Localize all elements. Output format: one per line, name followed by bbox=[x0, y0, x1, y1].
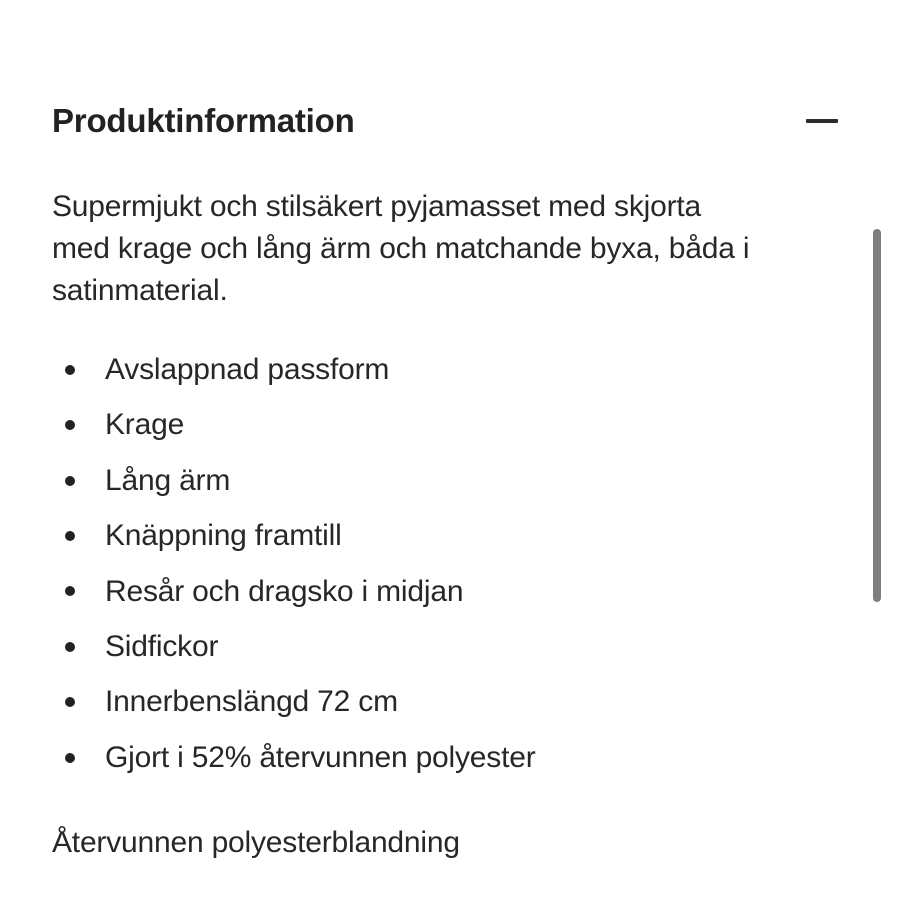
section-header-accordion[interactable] bbox=[52, 0, 838, 142]
feature-list-item: Knäppning framtill bbox=[52, 508, 838, 563]
description-line: med krage och lång ärm och matchande byxa, båda i bbox=[52, 232, 750, 265]
material-note: Återvunnen polyesterblandning bbox=[52, 826, 460, 860]
feature-list-item: Innerbenslängd 72 cm bbox=[52, 674, 838, 729]
minus-icon[interactable] bbox=[806, 119, 838, 123]
feature-list-item: Lång ärm bbox=[52, 453, 838, 508]
feature-list bbox=[52, 342, 838, 785]
description-line: Supermjukt och stilsäkert pyjamasset med skjorta bbox=[52, 190, 701, 223]
description-line: satinmaterial. bbox=[52, 274, 228, 307]
feature-list-item: Sidfickor bbox=[52, 619, 838, 674]
feature-list-item: Krage bbox=[52, 397, 838, 452]
feature-list-item: Gjort i 52% återvunnen polyester bbox=[52, 730, 838, 785]
section-title: Produktinformation bbox=[52, 102, 355, 139]
scrollbar-thumb[interactable] bbox=[873, 229, 881, 602]
feature-list-item: Resår och dragsko i midjan bbox=[52, 564, 838, 619]
feature-list-item: Avslappnad passform bbox=[52, 342, 838, 397]
product-description bbox=[52, 186, 838, 312]
